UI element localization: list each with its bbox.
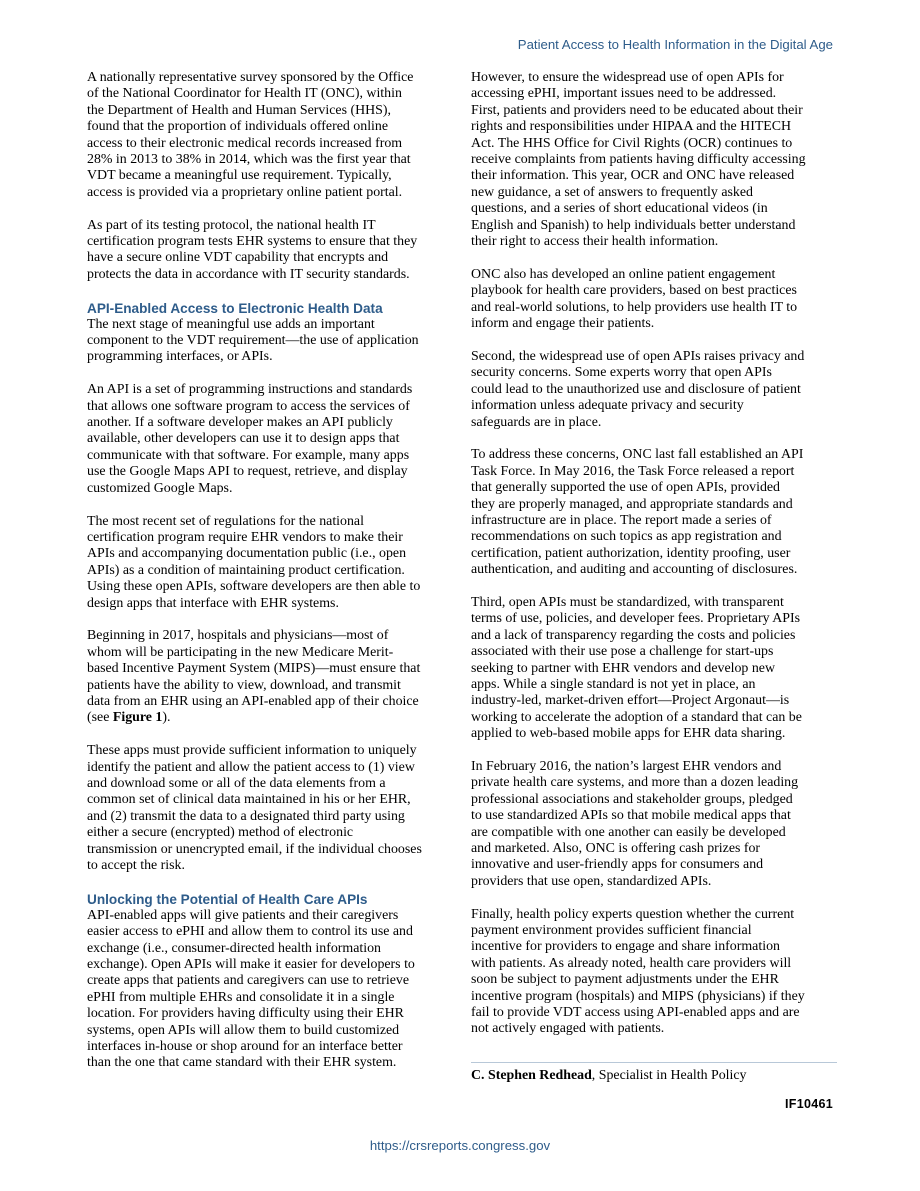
paragraph-issues: However, to ensure the widespread use of open APIs for accessing ePHI, important issues need to be addressed. First, patients and providers need to be educated about their rights and responsibilities under HIPAA and the HITECH Act. The HHS Office for Civil Rights (OCR) continues to receive complaints from patients having difficulty accessing their information. This year, OCR and ONC have released new guidance, a set of answers to frequently asked questions, and a series of short educational videos (in English and Spanish) to help individuals better understand their right to access their health information. [471,70,806,250]
paragraph-task-force: To address these concerns, ONC last fall established an API Task Force. In May 2016, the Task Force released a report that generally supported the use of open APIs, provided they are properly managed, and appropriate standards and infrastructure are in place. The report made a series of recommendations on such topics as app registration and certification, patient authorization, identity proofing, user authentication, and auditing and accounting of disclosures. [471,447,804,578]
paragraph-beginning-2017-end: ). [162,710,171,726]
paragraph-onc-survey: A nationally representative survey sponsored by the Office of the National Coordinator for Health IT (ONC), within the Department of Health and Human Services (HHS), found that the proportion of individuals offered online access to their electronic medical records increased from 28% in 2013 to 38% in 2014, which was the first year that VDT became a meaningful use requirement. Typically, access is provided via a proprietary online patient portal. [87,70,414,200]
paragraph-february-2016: In February 2016, the nation’s largest EHR vendors and private health care systems, and more than a dozen leading professional associations and stakeholder groups, pledged to use standardized APIs so that mobile medical apps that are compatible with one another can easily be developed and marketed. Also, ONC is offering cash prizes for innovative and user-friendly apps for consumers and providers that use open, standardized APIs. [471,758,799,889]
figure-reference: Figure 1 [112,710,163,726]
running-header: Patient Access to Health Information in the Digital Age [517,37,833,52]
paragraph-payment-environment: Finally, health policy experts question whether the current payment environment provides sufficient financial incentive for providers to engage and share information with patients. As already noted, health care providers will soon be subject to payment adjustments under the EHR incentive program (hospitals) and MIPS (physicians) if they fail to provide VDT access using API-enabled apps and are not actively engaged with patients. [471,906,805,1037]
section-heading-unlocking-potential: Unlocking the Potential of Health Care APIs [87,891,368,907]
paragraph-next-stage: The next stage of meaningful use adds an important component to the VDT requirement—the use of application programming interfaces, or APIs. [87,316,419,365]
section-heading-api-access: API-Enabled Access to Electronic Health Data [87,300,383,316]
author-line [471,1068,747,1084]
footer-url-link[interactable]: https://crsreports.congress.gov [369,1138,551,1153]
paragraph-beginning-2017 [87,628,455,726]
paragraph-standardized: Third, open APIs must be standardized, with transparent terms of use, policies, and developer fees. Proprietary APIs and a lack of transparency regarding the costs and policies associated with their use pose a challenge for start-ups seeking to partner with EHR vendors and develop new apps. While a single standard is not yet in place, an industry-led, market-driven effort—Project Argonaut—is working to accelerate the adoption of a standard that can be applied to web-based mobile apps for EHR data sharing. [471,594,802,742]
paragraph-playbook: ONC also has developed an online patient engagement playbook for health care providers, based on best practices and real-world solutions, to help providers use health IT to inform and engage their patients. [471,266,798,332]
document-id: IF10461 [785,1097,833,1111]
author-divider [471,1062,837,1063]
right-column [471,70,839,1054]
paragraph-api-enabled-apps: API-enabled apps will give patients and their caregivers easier access to ePHI and allow them to control its use and exchange (i.e., consumer-directed health information exchange). Open APIs will make it easier for developers to create apps that patients and caregivers can use to retrieve ePHI from multiple EHRs and consolidate it in a single location. For providers having difficulty using their EHR systems, open APIs will allow them to build customized interfaces in-house or shop around for an interface better than the one that came standard with their EHR system. [87,907,415,1071]
paragraph-api-definition: An API is a set of programming instructions and standards that allows one software program to access the services of another. If a software developer makes an API publicly available, other developers can use it to design apps that communicate with that software. For example, many apps use the Google Maps API to request, retrieve, and display customized Google Maps. [87,382,413,496]
paragraph-regulations: The most recent set of regulations for the national certification program require EHR vendors to make their APIs and accompanying documentation public (i.e., open APIs) as a condition of maintaining product certification. Using these open APIs, software developers are then able to design apps that interface with EHR systems. [87,513,421,611]
paragraph-testing-protocol: As part of its testing protocol, the national health IT certification program tests EHR systems to ensure that they have a secure online VDT capability that encrypts and protects the data in accordance with IT security standards. [87,217,418,282]
author-name: C. Stephen Redhead [471,1068,592,1083]
paragraph-app-requirements: These apps must provide sufficient information to uniquely identify the patient and allow the patient access to (1) view and download some or all of the data elements from a common set of clinical data maintained in his or her EHR, and (2) transmit the data to a designated third party using either a secure (encrypted) method of electronic transmission or unencrypted email, if the individual chooses to accept the risk. [87,743,422,873]
author-title: , Specialist in Health Policy [591,1068,747,1083]
paragraph-privacy: Second, the widespread use of open APIs raises privacy and security concerns. Some experts worry that open APIs could lead to the unauthorized use and disclosure of patient information unless adequate privacy and security safeguards are in place. [471,348,805,430]
left-column [87,70,455,1088]
paragraph-beginning-2017-text: Beginning in 2017, hospitals and physicians—most of whom will be participating in the new Medicare Merit- based Incentive Payment System (MIPS)—must ensure that patients have the ability to view, download, and transmit data from an EHR using an API-enabled app of their choice (see [87,628,421,726]
